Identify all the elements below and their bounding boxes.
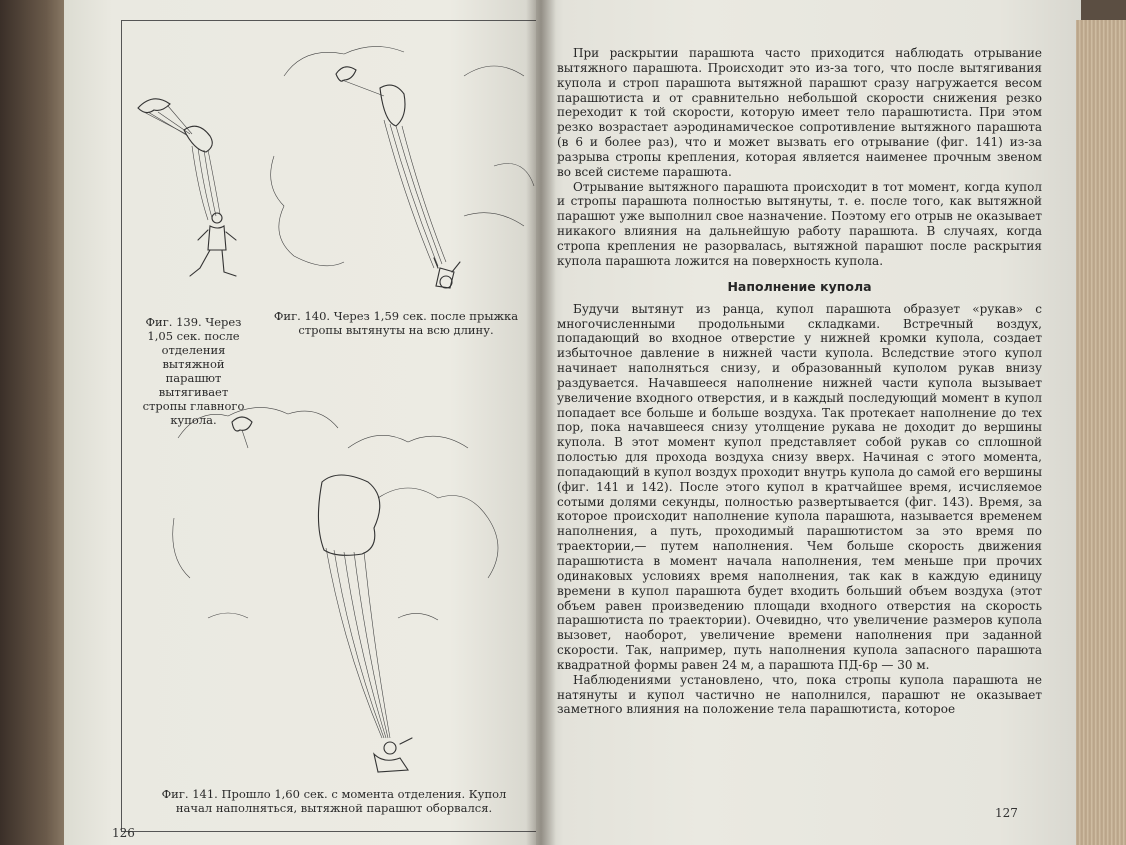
page-edges [1076,20,1126,845]
right-page [536,0,1081,845]
book-gutter [526,0,556,845]
page-number-left: 126 [112,826,135,840]
page-number-right: 127 [995,806,1018,820]
paragraph: Наблюдениями установлено, что, пока стропы купола парашюта не натянуты и купол частично не наполнился, парашют не оказывает заметного влияния на положение тела парашютиста, которое [557,672,1042,717]
figure-140-caption: Фиг. 140. Через 1,59 сек. после прыжка стропы вытянуты на всю длину. [273,309,519,337]
left-page [64,0,546,845]
paragraph: Будучи вытянут из ранца, купол парашюта образует «рукав» с многочисленными продольными складками. Встречный воздух, попадающий во входное отверстие у нижней кромки купола, создает избыточное давление в нижней части купола. Вследствие этого купол начинает наполняться снизу, и образованный куполом рукав внизу раздувается. Начавшееся наполнение нижней части купола вызывает увеличение входного отверстия, и в каждый последующий момент в купол попадает все больше и больше воздуха. Так протекает наполнение до тех пор, пока начавшееся снизу утолщение рукава не доходит до вершины купола. В этот момент купол представляет собой рукав со сплошной полостью для прохода воздуха снизу вверх. Начиная с этого момента, попадающий в купол воздух проходит внутрь купола до самой его вершины (фиг. 141 и 142). После этого купол в кратчайшее время, исчисляемое сотыми долями секунды, полностью развертывается (фиг. 143). Время, за которое происходит наполнение купола парашюта, называется временем наполнения, а путь, проходимый парашютистом за это время по траектории,— путем наполнения. Чем больше скорость движения парашютиста в момент начала наполнения, тем меньше при прочих одинаковых условиях время наполнения, так как в каждую единицу времени в купол парашюта будет входить больший объем воздуха (этот объем равен произведению площади входного отверстия на скорость парашютиста по траектории). Очевидно, что увеличение размеров купола вызовет, наоборот, увеличение времени наполнения при заданной скорости. Так, например, путь наполнения купола запасного парашюта квадратной формы равен 24 м, а парашюта ПД-6р — 30 м. [557,301,1042,672]
figure-141-caption: Фиг. 141. Прошло 1,60 сек. с момента отделения. Купол начал наполняться, вытяжной парашют оборвался. [161,787,507,815]
figure-141-illustration [168,398,528,778]
figure-140-illustration [264,36,542,306]
section-heading: Наполнение купола [727,278,872,294]
figure-139-caption: Фиг. 139. Через 1,05 сек. после отделения вытяжной парашют вытягивает стропы главного купола. [142,315,245,427]
paragraph: Отрывание вытяжного парашюта происходит в тот момент, когда купол и стропы парашюта полностью вытянуты, т. е. после того, как вытяжной парашют уже выполнил свое назначение. Поэтому его отрыв не оказывает никакого влияния на дальнейшую работу парашюта. В случаях, когда стропа крепления не разорвалась, вытяжной парашют после раскрытия купола парашюта ложится на поверхность купола. [557,179,1042,268]
figure-139-illustration [128,90,248,300]
book-cover-edge [0,0,66,845]
body-text [557,46,1042,717]
paragraph: При раскрытии парашюта часто приходится наблюдать отрывание вытяжного парашюта. Происходит это из-за того, что после вытягивания купола и строп парашюта вытяжной парашют сразу нагружается весом парашютиста и от сравнительно небольшой скорости снижения резко переходит к той скорости, которую имеет тело парашютиста. При этом резко возрастает аэродинамическое сопротивление вытяжного парашюта (в 6 и более раз), что и может вызвать его отрывание (фиг. 141) из-за разрыва стропы крепления, которая является наименее прочным звеном во всей системе парашюта. [557,46,1042,179]
